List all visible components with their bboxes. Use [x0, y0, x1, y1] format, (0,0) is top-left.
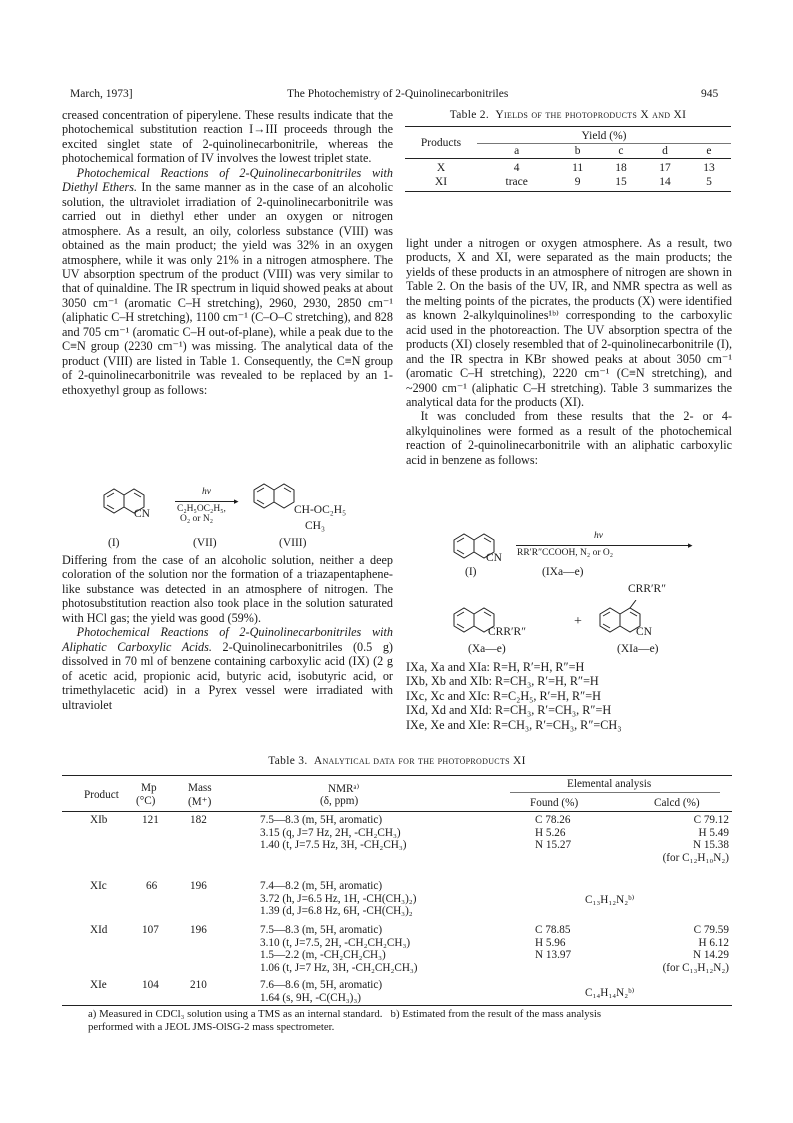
header-products: Products: [420, 136, 462, 149]
nmr-line: 1.06 (t, J=7 Hz, 3H, -CH₂CH₂CH₃): [260, 961, 418, 974]
subcol-header: c: [599, 144, 643, 159]
table-rule: [62, 775, 732, 776]
header-elemental: Elemental analysis: [567, 778, 652, 790]
reagent-label: O₂ or N₂: [180, 514, 214, 524]
cell: trace: [505, 176, 528, 188]
caption-prefix: Table 3.: [268, 755, 308, 767]
substituent-label: CRR′R″: [628, 583, 666, 595]
paragraph-text: 2-Quinolinecarbonitriles (0.5 g) dissolved in 70 ml of benzene containing carboxylic acid (IX) (2 g of acetic acid, propionic acid, butyric acid, isobutyric acid, or trimethylacetic acid) in a Pyrex vessel were irradiated with ultraviolet: [62, 639, 393, 712]
header-mass: Mass: [188, 782, 212, 794]
reaction-arrow: [175, 501, 237, 502]
row-label: XI: [434, 176, 448, 188]
compound-label: (I): [465, 566, 477, 578]
paragraph: It was concluded from these results that the 2- or 4-alkylquinolines were formed as a result of the photochemical reaction of 2-quinolinecarbonitrile with an aliphatic carboxylic acid in benzene as follows:: [406, 409, 732, 467]
cell-mp: 107: [142, 924, 159, 936]
definition-line: IXa, Xa and XIa: R=H, R′=H, R″=H: [406, 660, 585, 674]
reaction-arrow: [516, 545, 691, 546]
paragraph: [62, 166, 393, 397]
cell-mp: 121: [142, 814, 159, 826]
cell: 9: [574, 176, 581, 188]
footnote-b: b) Estimated from the result of the mass analysis: [390, 1008, 602, 1020]
definition-line: IXe, Xe and XIe: R=CH₃, R′=CH₃, R″=CH₃: [406, 717, 622, 732]
paragraph: [62, 625, 393, 712]
calcd-value: N 15.38: [692, 839, 729, 852]
reagent-label: C₂H₅OC₂H₅,: [177, 504, 226, 514]
substituent-label: CN: [486, 552, 502, 564]
calcd-value: C 79.59: [693, 924, 729, 936]
cell-mass: 210: [190, 979, 207, 991]
plus-sign: +: [574, 614, 582, 629]
footnote-a: a) Measured in CDCl₃ solution using a TMS as an internal standard.: [88, 1008, 383, 1020]
section-heading: Photochemical Reactions of 2-Quinolinecarbonitriles with Aliphatic Carboxylic Acids.: [62, 625, 393, 654]
cell-mass: 196: [190, 924, 207, 936]
nmr-line: 3.10 (t, J=7.5, 2H, -CH₂CH₂CH₃): [260, 936, 411, 949]
calcd-value: (for C₁₂H₁₀N₂): [662, 851, 729, 864]
table-3-caption: [62, 755, 732, 767]
caption-text: Analytical data for the photoproducts XI: [313, 755, 526, 767]
definition-line: IXc, Xc and XIc: R=C₂H₅, R′=H, R″=H: [406, 688, 601, 703]
cell-mass: 196: [190, 880, 207, 892]
nmr-line: 7.4—8.2 (m, 5H, aromatic): [260, 880, 383, 892]
formula-value: C₁₄H₁₄N₂ᵇ⁾: [585, 987, 635, 999]
calcd-value: C 79.12: [693, 814, 729, 826]
subcol-header: e: [687, 144, 731, 159]
substituent-label: CH-OC₂H₅: [294, 504, 347, 516]
found-value: N 15.27: [535, 839, 572, 852]
left-column: [62, 108, 393, 397]
page-number: 945: [701, 88, 719, 100]
formula-value: C₁₃H₁₂N₂ᵇ⁾: [585, 894, 635, 906]
paragraph: Differing from the case of an alcoholic solution, neither a deep coloration of the solution nor the formation of a triazapentaphene-like substance was detected in an atmosphere of nitrogen. The photosubstitution reaction also took place in the solution saturated with HCl gas; the yield was good (59%).: [62, 553, 393, 625]
header-found: Found (%): [530, 797, 579, 809]
quinoline-structure: [240, 480, 300, 528]
cell-mp: 66: [146, 880, 158, 892]
nmr-line: 1.40 (t, J=7.5 Hz, 3H, -CH₂CH₃): [260, 839, 407, 852]
substituent-label: CRR′R″: [488, 626, 526, 638]
subcol-header: a: [477, 144, 556, 159]
found-value: H 5.26: [535, 826, 566, 839]
subcol-header: d: [643, 144, 687, 159]
compound-label: (Xa—e): [468, 643, 506, 655]
cell: 11: [572, 162, 584, 174]
substituent-label: CH₃: [305, 520, 325, 532]
table-caption: [405, 109, 731, 121]
header-nmr-unit: (δ, ppm): [320, 795, 359, 807]
table-row: [405, 159, 731, 176]
reagent-label: RR′R″CCOOH, N₂ or O₂: [517, 548, 614, 558]
paragraph: light under a nitrogen or oxygen atmosphere. As a result, two products, X and XI, were separated as the main products; the yields of these products in an atmosphere of nitrogen are shown in Table 2. On the basis of the UV, IR, and NMR spectra as well as the melting points of the picrates, the products (X) were identified as known 2-alkylquinolines¹ᵇ⁾ corresponding to the carboxylic acid used in the photoreaction. The UV absorption spectra of the products (XI) closely resembled that of 2-quinolinecarbonitrile (I), and the IR spectra in KBr showed peaks at about 3050 cm⁻¹ (aromatic C–H stretching), 2220 cm⁻¹ (C≡N stretching), and ~2900 cm⁻¹ (aliphatic C–H stretching). Table 3 summarizes the analytical data for the products (XI).: [406, 236, 732, 409]
compound-label: (I): [108, 537, 120, 549]
cell: 15: [615, 176, 627, 188]
cell-mp: 104: [142, 979, 159, 991]
cell: 17: [659, 162, 671, 174]
compound-label: (IXa—e): [542, 566, 584, 578]
calcd-value: H 6.12: [698, 936, 729, 949]
calcd-value: (for C₁₃H₁₂N₂): [662, 961, 729, 974]
left-column-continued: [62, 553, 393, 712]
caption-prefix: Table 2.: [449, 109, 490, 121]
right-column: [406, 236, 732, 467]
cell: 18: [615, 162, 627, 174]
cell-product: XIe: [90, 979, 107, 991]
cell-product: XId: [90, 924, 108, 936]
arrow-head-icon: ▸: [688, 540, 693, 550]
cell-product: XIc: [90, 880, 107, 892]
yield-table: [405, 127, 731, 192]
compound-label: (XIa—e): [617, 643, 659, 655]
hv-label: hν: [202, 487, 211, 497]
calcd-value: H 5.49: [698, 826, 729, 839]
definition-line: IXb, Xb and XIb: R=CH₃, R′=H, R″=H: [406, 674, 599, 689]
nmr-line: 7.5—8.3 (m, 5H, aromatic): [260, 814, 383, 826]
paragraph-text: In the same manner as in the case of an alcoholic solution, the ultraviolet irradiation of 2-quinolinecarbonitrile was carried out in diethyl ether under an oxygen or nitrogen atmosphere. As a result, an oily, colorless substance (VIII) was obtained as the main product; the yield was 32% in an oxygen atmosphere, while it was only 21% in a nitrogen atmosphere. The UV absorption spectrum of the product (VIII) was very similar to that of quinaldine. The IR spectrum in liquid showed peaks at about 3050 cm⁻¹ (aromatic C–H stretching), 2960, 2930, 2850 cm⁻¹ (aliphatic C–H stretching), 1100 cm⁻¹ (C–O–C stretching), and 828 and 705 cm⁻¹ (aromatic C–H out-of-plane), while a peak due to the C≡N group (2230 cm⁻¹) was missing. The analytical data of the product (VIII) are listed in Table 1. Consequently, the C≡N group of 2-quinolinecarbonitrile was revealed to be replaced by an 1-ethoxyethyl group as follows:: [62, 180, 393, 397]
found-value: C 78.26: [535, 814, 571, 826]
table-footnote: [88, 1008, 728, 1034]
nmr-line: 3.15 (q, J=7 Hz, 2H, -CH₂CH₃): [260, 826, 401, 839]
nmr-line: 3.72 (h, J=6.5 Hz, 1H, -CH(CH₃)₂): [260, 892, 417, 905]
header-yield: Yield (%): [581, 130, 627, 142]
table-2: [405, 109, 731, 192]
nmr-line: 7.5—8.3 (m, 5H, aromatic): [260, 924, 383, 936]
paragraph: creased concentration of piperylene. These results indicate that the photochemical substitution reaction I→III proceeds through the excited singlet state of 2-quinolinecarbonitrile, whereas the photochemical formation of IV involves the lowest triplet state.: [62, 108, 393, 166]
arrow-head-icon: ▸: [234, 496, 239, 506]
table-row: [405, 175, 731, 192]
cell: 4: [513, 162, 520, 174]
found-value: C 78.85: [535, 924, 571, 936]
cell: 14: [659, 176, 671, 188]
section-heading: Photochemical Reactions of 2-Quinolinecarbonitriles with Diethyl Ethers.: [62, 165, 393, 195]
header-mass-unit: (M⁺): [188, 796, 212, 808]
substituent-label: CN: [636, 626, 652, 638]
nmr-line: 7.6—8.6 (m, 5H, aromatic): [260, 979, 383, 991]
header-calcd: Calcd (%): [654, 797, 700, 809]
table-rule: [62, 811, 732, 812]
quinoline-structure: [586, 600, 646, 648]
header-title: The Photochemistry of 2-Quinolinecarbonitriles: [287, 88, 509, 100]
cell: 5: [706, 176, 712, 188]
found-value: H 5.96: [535, 936, 566, 949]
table-rule: [62, 1005, 732, 1006]
hv-label: hν: [594, 531, 603, 541]
compound-label: (VIII): [279, 537, 307, 549]
nmr-line: 1.64 (s, 9H, -C(CH₃)₃): [260, 991, 362, 1004]
header-mp: Mp: [141, 782, 157, 794]
header-nmr: NMRᵃ⁾: [328, 783, 360, 795]
row-label: X: [436, 162, 446, 174]
found-value: N 13.97: [535, 949, 572, 962]
calcd-value: N 14.29: [692, 949, 729, 962]
footnote-continued: performed with a JEOL JMS-OlSG-2 mass spectrometer.: [88, 1021, 335, 1033]
nmr-line: 1.39 (d, J=6.8 Hz, 6H, -CH(CH₃)₂: [260, 905, 413, 918]
cell-mass: 182: [190, 814, 207, 826]
header-mp-unit: (°C): [136, 795, 156, 807]
header-product: Product: [84, 789, 119, 801]
cell-product: XIb: [90, 814, 108, 826]
definition-line: IXd, Xd and XId: R=CH₃, R′=CH₃, R″=H: [406, 703, 612, 718]
compound-label: (VII): [193, 537, 217, 549]
caption-text: Yields of the photoproducts X and XI: [495, 109, 687, 121]
nmr-line: 1.5—2.2 (m, -CH₂CH₂CH₃): [260, 949, 386, 962]
substituent-label: CN: [134, 508, 150, 520]
header-date: March, 1973]: [70, 88, 133, 100]
cell: 13: [703, 162, 715, 174]
subcol-header: b: [556, 144, 599, 159]
substituent-definitions: [406, 660, 732, 732]
